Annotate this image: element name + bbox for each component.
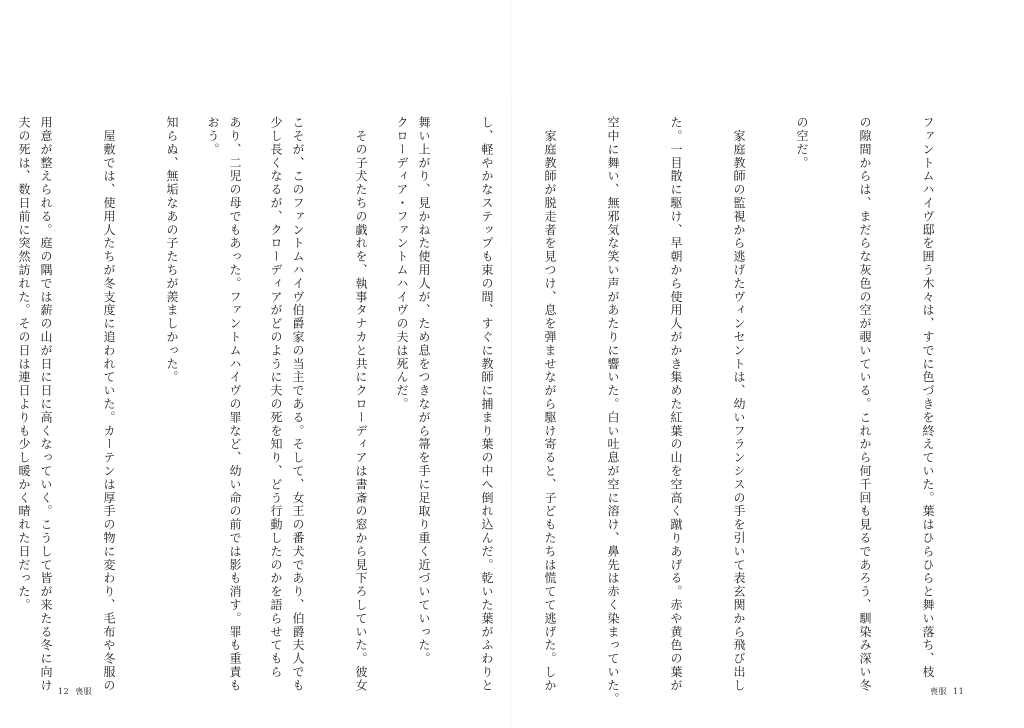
text-line: 舞い上がり、見かねた使用人が、ため息をつきながら箒を手に足取り重く近づいていった。 [417, 116, 431, 666]
running-title: 喪服 [75, 687, 93, 696]
text-line: あり、二児の母でもあった。ファントムハイヴの罪など、幼い命の前では影も消す。罪も重責も [228, 116, 242, 693]
blank-line [139, 116, 160, 648]
text-line: の空だ。 [795, 116, 809, 170]
blank-line [76, 116, 97, 648]
blank-line [328, 116, 349, 648]
page-number: 12 [58, 687, 70, 696]
text-line: 少し長くなるが、クローディアがどのように夫の死を知り、どう行動したのかを語らせてもら [269, 116, 283, 679]
page-number: 11 [953, 687, 965, 696]
left-page-footer [58, 686, 98, 697]
right-page-footer [930, 686, 970, 697]
text-line: こそが、このファントムハイヴ伯爵家の当主である。そして、女王の番犬であり、伯爵夫人でも [291, 116, 305, 693]
text-line: 知らぬ、無垢なあの子たちが羨ましかった。 [165, 116, 179, 384]
text-line: た。一目散に駆け、早朝から使用人がかき集めた紅葉の山を空高く蹴りあげる。赤や黄色の葉が [669, 116, 683, 693]
text-line: ファントムハイヴ邸を囲う木々は、すでに色づきを終えていた。葉はひらひらと舞い落ち、枝 [921, 116, 935, 679]
text-line: 用意が整えられる。庭の隅では薪の山が日に日に高くなっていく。こうして皆が来たる冬に向け [39, 116, 53, 693]
text-line: 家庭教師が脱走者を見つけ、息を弾ませながら駆け寄ると、子どもたちは慌てて逃げた。しか [543, 116, 557, 693]
running-title: 喪服 [930, 687, 947, 696]
text-line: クローディア・ファントムハイヴの夫は死んだ。 [395, 116, 409, 411]
text-line: その子犬たちの戯れを、執事タナカと共にクローディアは書斎の窓から見下ろしていた。彼女 [354, 116, 368, 693]
text-line: おう。 [206, 116, 220, 157]
text-line: 空中に舞い、無邪気な笑い声があたりに響いた。白い吐息が空に溶け、鼻先は赤く染まっていた。 [606, 116, 620, 706]
text-line: 屋敷では、使用人たちが冬支度に追われていた。カーテンは厚手の物に変わり、毛布や冬服の [102, 116, 116, 693]
text-line: し、軽やかなステップも束の間、すぐに教師に捕まり葉の中へ倒れ込んだ。乾いた葉がふわりと [480, 116, 494, 693]
text-line: 家庭教師の監視から逃げたヴィンセントは、幼いフランシスの手を引いて表玄関から飛び出し [732, 116, 746, 693]
text-line: 夫の死は、数日前に突然訪れた。その日は連日よりも少し暖かく晴れた日だった。 [17, 116, 31, 612]
text-line: の隙間からは、まだらな灰色の空が覗いている。これから何千回も見るであろう、馴染み深い冬 [858, 116, 872, 693]
